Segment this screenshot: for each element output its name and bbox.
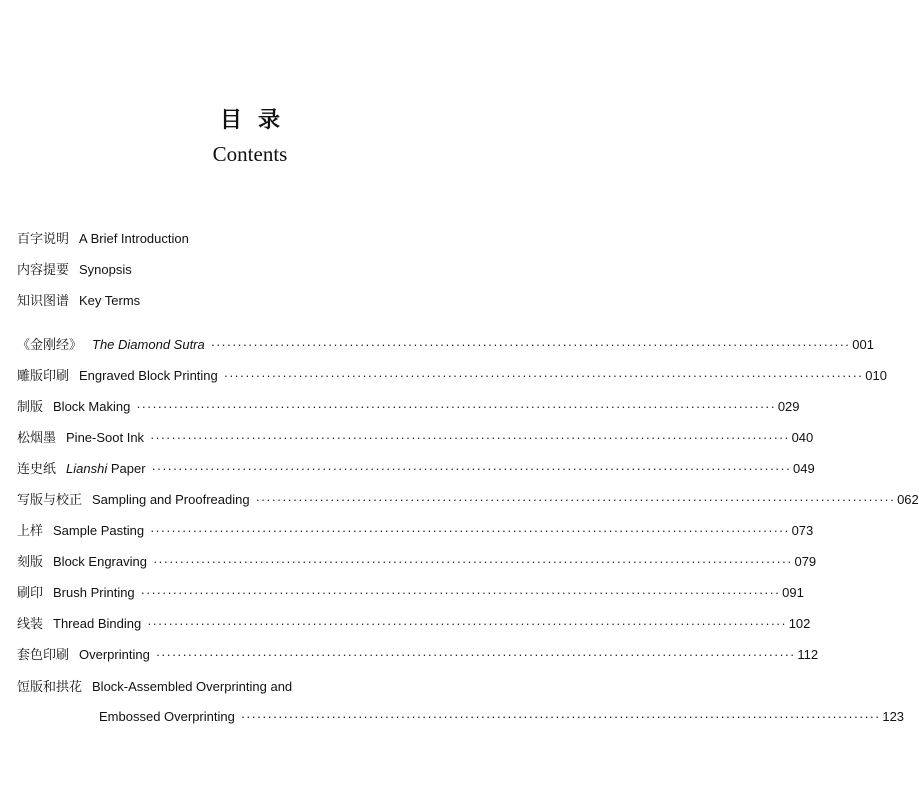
toc-page-number: 010 (865, 368, 887, 383)
toc-entry-en-text: Sampling and Proofreading (92, 492, 250, 507)
toc-entry-cn: 写版与校正 (17, 493, 83, 508)
toc-entry-en (92, 336, 205, 354)
toc-entry-en (79, 646, 150, 664)
toc-entry[interactable] (17, 584, 804, 603)
toc-entry-cn: 制版 (17, 400, 44, 415)
toc-entry-en-line1: Block-Assembled Overprinting and (92, 679, 293, 694)
toc-entry[interactable] (17, 336, 874, 355)
leader-dots: ························································································································ (136, 399, 776, 414)
toc-entry-cn: 上样 (17, 524, 44, 539)
toc-entry-en (92, 491, 250, 509)
toc-entry-en (53, 553, 147, 571)
leader-dots: ························································································································ (140, 585, 781, 600)
front-matter-en: Key Terms (79, 293, 141, 308)
toc-entry-cn: 饾版和拱花 (17, 680, 83, 695)
toc-entry-cn: 线装 (17, 617, 44, 632)
leader-dots: ························································································································ (150, 430, 790, 445)
toc-page-number: 040 (791, 430, 814, 445)
toc-entry[interactable] (17, 646, 819, 665)
toc-page-number: 029 (777, 399, 800, 414)
toc-entry[interactable] (17, 615, 811, 634)
toc-entry-cn: 刻版 (17, 555, 44, 570)
toc-entry-en (79, 367, 218, 385)
leader-dots: ························································································································ (210, 337, 851, 352)
toc-page-number: 102 (788, 616, 811, 631)
toc-entry-en-text: Thread Binding (53, 616, 142, 631)
front-matter-en: A Brief Introduction (79, 231, 189, 246)
toc-page-number: 062 (897, 492, 919, 507)
toc-page-number: 073 (791, 523, 814, 538)
page-title-chinese: 目录 (219, 108, 296, 133)
toc-entry[interactable] (17, 491, 919, 510)
leader-dots: ························································································································ (152, 554, 793, 569)
toc-entry-en (53, 615, 141, 633)
toc-page-number: 112 (797, 647, 819, 662)
toc-entry-continuation[interactable] (99, 708, 905, 726)
toc-entry-en-text: Brush Printing (53, 585, 135, 600)
toc-page-number: 079 (794, 554, 817, 569)
toc-entry-en-text: Paper (107, 461, 146, 476)
front-matter-cn: 知识图谱 (17, 294, 70, 309)
toc-entry-en (53, 398, 130, 416)
leader-dots: ························································································································ (147, 616, 787, 631)
toc-page-number: 091 (782, 585, 804, 600)
toc-entry-cn: 松烟墨 (17, 431, 57, 446)
toc-entry-en-text: Engraved Block Printing (79, 368, 218, 383)
page-title-english: Contents (212, 142, 288, 166)
leader-dots: ························································································································ (150, 523, 790, 538)
front-matter-cn: 百字说明 (17, 232, 70, 247)
toc-entry[interactable] (17, 522, 814, 541)
toc-entry-en-text: Pine-Soot Ink (66, 430, 145, 445)
toc-entry-multiline[interactable] (17, 678, 292, 697)
toc-entry-en (53, 584, 135, 602)
toc-entry-en-text: Block Engraving (53, 554, 147, 569)
toc-page-number: 049 (793, 461, 815, 476)
front-matter-item[interactable] (17, 261, 132, 280)
toc-entry-en (53, 522, 144, 540)
front-matter-en: Synopsis (79, 262, 132, 277)
leader-dots: ························································································································ (223, 368, 864, 383)
toc-entry[interactable] (17, 398, 800, 417)
toc-entry-cn: 雕版印刷 (17, 369, 70, 384)
toc-page-number: 001 (852, 337, 874, 352)
leader-dots: ························································································································ (151, 461, 792, 476)
toc-entry-en-text: Overprinting (79, 647, 150, 662)
toc-entry-en (66, 460, 146, 478)
toc-entry-en-italic: Lianshi (66, 461, 108, 476)
toc-entry-en-text: Sample Pasting (53, 523, 145, 538)
toc-entry-en-text: Block Making (53, 399, 131, 414)
leader-dots: ························································································································ (255, 492, 896, 507)
toc-entry-cn: 套色印刷 (17, 648, 70, 663)
toc-entry-en (66, 429, 144, 447)
toc-entry-en-line2: Embossed Overprinting (99, 709, 235, 724)
front-matter-item[interactable] (17, 292, 140, 311)
toc-entry[interactable] (17, 367, 887, 386)
front-matter-item[interactable] (17, 230, 189, 249)
toc-entry[interactable] (17, 553, 817, 572)
toc-entry-cn: 《金刚经》 (17, 338, 83, 353)
toc-entry-cn: 连史纸 (17, 462, 57, 477)
toc-entry[interactable] (17, 460, 815, 479)
toc-page-number: 123 (882, 709, 905, 724)
leader-dots: ························································································································ (155, 647, 796, 662)
toc-entry-en-italic: The Diamond Sutra (92, 337, 205, 352)
toc-entry[interactable] (17, 429, 814, 448)
front-matter-cn: 内容提要 (17, 263, 70, 278)
leader-dots: ························································································································ (240, 709, 881, 724)
toc-entry-cn: 刷印 (17, 586, 44, 601)
